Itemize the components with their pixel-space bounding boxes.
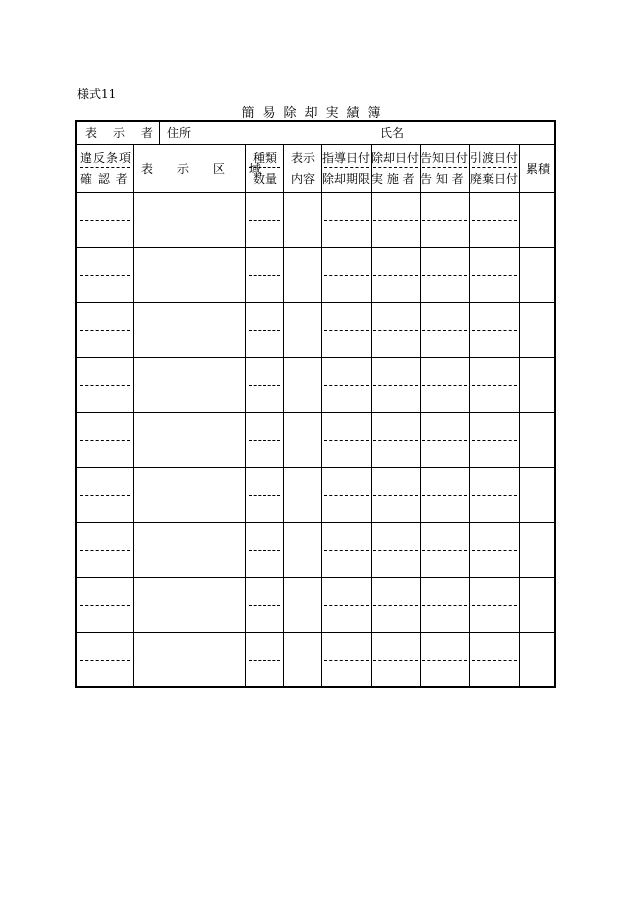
entry-divider bbox=[472, 220, 517, 221]
entry-divider bbox=[373, 550, 418, 551]
name-label: 氏名 bbox=[380, 126, 405, 140]
header-display-content: 内容 bbox=[291, 172, 316, 186]
header-dash bbox=[249, 167, 280, 168]
column-divider bbox=[245, 145, 246, 686]
entry-divider bbox=[249, 495, 280, 496]
displayer-row bbox=[77, 122, 554, 145]
entry-divider bbox=[472, 550, 517, 551]
header-dash bbox=[422, 167, 467, 168]
entry-divider bbox=[472, 330, 517, 331]
header-cumulative: 累積 bbox=[526, 162, 551, 176]
column-divider bbox=[283, 145, 284, 686]
header-removal-deadline: 除却期限 bbox=[322, 172, 371, 186]
header-display-area: 表 示 区 域 bbox=[141, 162, 262, 176]
row-line bbox=[77, 467, 554, 468]
entry-divider bbox=[373, 440, 418, 441]
form-title: 簡易除却実績簿 bbox=[241, 106, 389, 121]
entry-divider bbox=[324, 440, 369, 441]
header-executor: 実 施 者 bbox=[371, 172, 415, 186]
entry-divider bbox=[80, 495, 130, 496]
entry-divider bbox=[324, 605, 369, 606]
header-notifier: 告 知 者 bbox=[420, 172, 464, 186]
record-sheet bbox=[75, 120, 556, 688]
row-line bbox=[77, 632, 554, 633]
header-display: 表示 bbox=[291, 151, 316, 165]
entry-divider bbox=[80, 220, 130, 221]
header-quantity: 数量 bbox=[253, 172, 278, 186]
header-removal-date: 除却日付 bbox=[371, 151, 420, 165]
entry-divider bbox=[373, 385, 418, 386]
entry-divider bbox=[422, 385, 467, 386]
entry-divider bbox=[324, 660, 369, 661]
header-dash bbox=[472, 167, 517, 168]
entry-divider bbox=[324, 220, 369, 221]
row-line bbox=[77, 357, 554, 358]
entry-divider bbox=[472, 660, 517, 661]
entry-divider bbox=[249, 385, 280, 386]
row-line bbox=[77, 412, 554, 413]
entry-divider bbox=[472, 495, 517, 496]
entry-divider bbox=[324, 550, 369, 551]
entry-divider bbox=[422, 440, 467, 441]
entry-divider bbox=[80, 605, 130, 606]
entry-divider bbox=[422, 605, 467, 606]
header-type: 種類 bbox=[253, 151, 278, 165]
header-dash bbox=[80, 167, 130, 168]
header-violation: 違反条項 bbox=[80, 151, 133, 165]
entry-divider bbox=[373, 605, 418, 606]
entry-divider bbox=[249, 605, 280, 606]
entry-divider bbox=[80, 385, 130, 386]
column-divider bbox=[321, 145, 322, 686]
entry-divider bbox=[80, 330, 130, 331]
divider bbox=[159, 122, 160, 144]
entry-divider bbox=[324, 385, 369, 386]
entry-divider bbox=[472, 605, 517, 606]
row-line bbox=[77, 577, 554, 578]
entry-divider bbox=[249, 440, 280, 441]
entry-divider bbox=[373, 220, 418, 221]
entry-divider bbox=[373, 660, 418, 661]
entry-divider bbox=[249, 275, 280, 276]
entry-divider bbox=[324, 330, 369, 331]
column-divider bbox=[371, 145, 372, 686]
row-line bbox=[77, 522, 554, 523]
entry-divider bbox=[373, 330, 418, 331]
entry-divider bbox=[249, 660, 280, 661]
row-line bbox=[77, 302, 554, 303]
entry-divider bbox=[324, 275, 369, 276]
header-dash bbox=[324, 167, 369, 168]
entry-divider bbox=[249, 220, 280, 221]
row-line bbox=[77, 247, 554, 248]
header-guidance-date: 指導日付 bbox=[322, 151, 371, 165]
entry-divider bbox=[472, 385, 517, 386]
entry-divider bbox=[324, 495, 369, 496]
form-number: 様式11 bbox=[77, 87, 117, 101]
entry-divider bbox=[472, 275, 517, 276]
entry-divider bbox=[373, 495, 418, 496]
entry-divider bbox=[422, 495, 467, 496]
entry-divider bbox=[80, 550, 130, 551]
header-dash bbox=[373, 167, 418, 168]
entry-divider bbox=[422, 275, 467, 276]
header-bottom-line bbox=[77, 192, 554, 193]
header-disposal-date: 廃棄日付 bbox=[470, 172, 519, 186]
header-confirmer: 確 認 者 bbox=[80, 172, 129, 186]
entry-divider bbox=[249, 330, 280, 331]
entry-divider bbox=[422, 550, 467, 551]
entry-divider bbox=[422, 220, 467, 221]
entry-divider bbox=[80, 275, 130, 276]
entry-divider bbox=[422, 660, 467, 661]
column-divider bbox=[420, 145, 421, 686]
column-divider bbox=[469, 145, 470, 686]
header-notice-date: 告知日付 bbox=[420, 151, 469, 165]
displayer-label: 表 示 者 bbox=[85, 126, 156, 140]
entry-divider bbox=[80, 440, 130, 441]
entry-divider bbox=[422, 330, 467, 331]
column-divider bbox=[519, 145, 520, 686]
entry-divider bbox=[373, 275, 418, 276]
entry-divider bbox=[472, 440, 517, 441]
address-label: 住所 bbox=[167, 126, 192, 140]
entry-divider bbox=[80, 660, 130, 661]
header-transfer-date: 引渡日付 bbox=[470, 151, 519, 165]
column-divider bbox=[133, 145, 134, 686]
entry-divider bbox=[249, 550, 280, 551]
record-grid bbox=[77, 145, 554, 686]
